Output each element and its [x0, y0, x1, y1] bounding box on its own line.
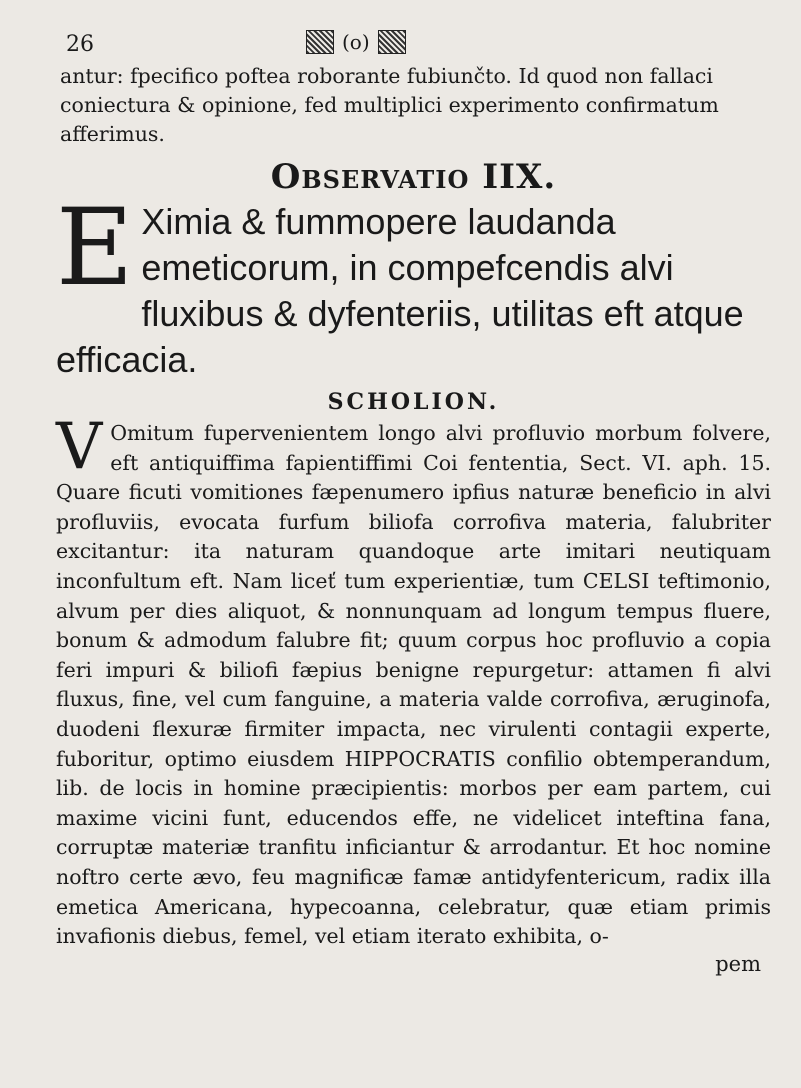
lead-dropcap: E: [56, 186, 134, 309]
lead-text: Ximia & fummopere laudanda emeticorum, in compefcendis alvi fluxibus & dyfenteriis, utilitas eft atque efficacia.: [56, 201, 744, 380]
ornament-left-icon: [306, 30, 334, 54]
ornament-right-icon: [378, 30, 406, 54]
scholion-heading: SCHOLION.: [327, 389, 500, 415]
body-text: Omitum fupervenientem longo alvi profluvio morbum folvere, eft antiquiffima fapientiffimi Coi fententia, Sect. VI. aph. 15. Quare ficuti vomitiones fæpenumero ipfius naturæ beneficio in alvi profluviis, evocata furfum biliofa corrofiva materia, falubriter excitantur: ita naturam quandoque arte imitari neutiquam inconfultum eft. Nam liceť tum experientiæ, tum CELSI teftimonio, alvum per dies aliquot, & nonnunquam ad longum tempus fluere, bonum & admodum falubre fit; quum corpus hoc profluvio a copia feri impuri & biliofi fæpius benigne repurgetur: attamen fi alvi fluxus, fine, vel cum fanguine, a materia valde corrofiva, æruginofa, duodeni flexuræ firmiter impacta, nec virulenti contagii experte, fuboritur, optimo eiusdem HIPPOCRATIS confilio obtemperandum, lib. de locis in homine præcipientis: morbos per eam partem, cui maxime vicini funt, educendos effe, ne videlicet inteftina fana, corruptæ materiæ tranfitu inficiantur & arrodantur. Et hoc nomine noftro certe ævo, feu magnificæ famæ antidyfentericum, radix illa emetica Americana, hypecoanna, celebratur, quæ etiam primis invafionis diebus, femel, vel etiam iterato exhibita, o-: [56, 421, 771, 949]
catchword: pem: [715, 951, 761, 976]
page-header: [56, 28, 771, 62]
page-number: 26: [66, 32, 94, 57]
ornament-center: (o): [342, 30, 370, 54]
body-paragraph: [56, 410, 771, 952]
observation-title: Observatio IIX.: [270, 157, 557, 197]
intro-paragraph: antur: fpecifico poftea roborante fubiunčto. Id quod non fallaci coniectura & opinione, fed multiplici experimento confirmatum afferimus.: [60, 64, 719, 146]
header-ornament: [306, 30, 406, 54]
body-dropcap: V: [56, 410, 103, 484]
lead-paragraph: [56, 186, 771, 383]
